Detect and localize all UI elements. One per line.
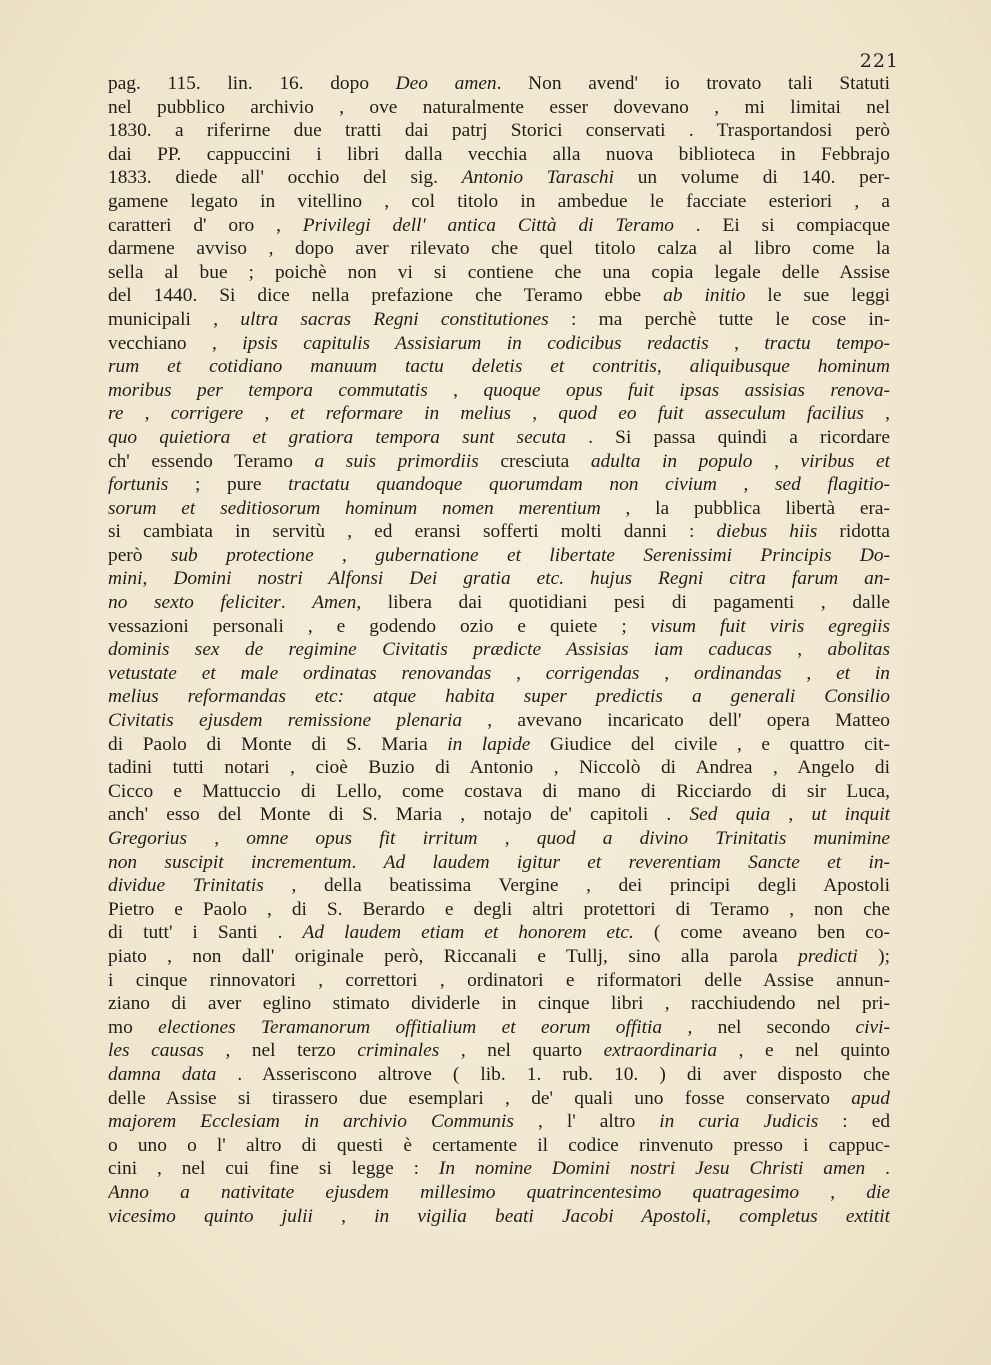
text-line: 1830. a riferirne due tratti dai patrj Storici conservati . Trasportandosi però: [108, 120, 890, 142]
text-line: si cambiata in servitù , ed eransi sofferti molti danni : diebus hiis ridotta: [108, 521, 890, 543]
text-line: melius reformandas etc: atque habita super predictis a generali Consilio: [108, 686, 890, 708]
text-line: quo quietiora et gratiora tempora sunt secuta . Si passa quindi a ricordare: [108, 426, 890, 448]
text-line: o uno o l' altro di questi è certamente il codice rinvenuto presso i cappuc-: [108, 1134, 890, 1156]
text-line: vetustate et male ordinatas renovandas , corrigendas , ordinandas , et in: [108, 662, 890, 684]
text-line: vicesimo quinto julii , in vigilia beati Jacobi Apostoli, completus extitit: [108, 1205, 890, 1227]
text-line: dominis sex de regimine Civitatis prædicte Assisias iam caducas , abolitas: [108, 639, 890, 661]
text-line: Anno a nativitate ejusdem millesimo quatrincentesimo quatragesimo , die: [108, 1181, 890, 1203]
text-line: mo electiones Teramanorum offitialium et eorum offitia , nel secondo civi-: [108, 1016, 890, 1038]
text-line: majorem Ecclesiam in archivio Communis , l' altro in curia Judicis : ed: [108, 1111, 890, 1133]
text-line: Cicco e Mattuccio di Lello, come costava di mano di Ricciardo di sir Luca,: [108, 780, 890, 802]
text-line: sella al bue ; poichè non vi si contiene che una copia legale delle Assise: [108, 261, 890, 283]
text-line: gamene legato in vitellino , col titolo in ambedue le facciate esteriori , a: [108, 190, 890, 212]
text-line: non suscipit incrementum. Ad laudem igitur et reverentiam Sancte et in-: [108, 851, 890, 873]
text-line: municipali , ultra sacras Regni constitutiones : ma perchè tutte le cose in-: [108, 308, 890, 330]
text-line: dividue Trinitatis , della beatissima Vergine , dei principi degli Apostoli: [108, 875, 890, 897]
text-line: però sub protectione , gubernatione et libertate Serenissimi Principis Do-: [108, 544, 890, 566]
text-line: fortunis ; pure tractatu quandoque quorumdam non civium , sed flagitio-: [108, 474, 890, 496]
text-line: caratteri d' oro , Privilegi dell' antica Città di Teramo . Ei si compiacque: [108, 214, 890, 236]
text-line: darmene avviso , dopo aver rilevato che quel titolo calza al libro come la: [108, 238, 890, 260]
text-line: nel pubblico archivio , ove naturalmente esser dovevano , mi limitai nel: [108, 96, 890, 118]
text-line: rum et cotidiano manuum tactu deletis et contritis, aliquibusque hominum: [108, 356, 890, 378]
text-line: anch' esso del Monte di S. Maria , notajo de' capitoli . Sed quia , ut inquit: [108, 804, 890, 826]
text-line: dai PP. cappuccini i libri dalla vecchia alla nuova biblioteca in Febbrajo: [108, 143, 890, 165]
text-line: Pietro e Paolo , di S. Berardo e degli altri protettori di Teramo , non che: [108, 898, 890, 920]
text-line: sorum et seditiosorum hominum nomen merentium , la pubblica libertà era-: [108, 497, 890, 519]
text-line: ch' essendo Teramo a suis primordiis cresciuta adulta in populo , viribus et: [108, 450, 890, 472]
text-line: delle Assise si tirassero due esemplari , de' quali uno fosse conservato apud: [108, 1087, 890, 1109]
text-line: pag. 115. lin. 16. dopo Deo amen. Non avend' io trovato tali Statuti: [108, 73, 890, 94]
text-line: damna data . Asseriscono altrove ( lib. 1. rub. 10. ) di aver disposto che: [108, 1063, 890, 1085]
text-line: Gregorius , omne opus fit irritum , quod a divino Trinitatis munimine: [108, 828, 890, 849]
text-line: del 1440. Si dice nella prefazione che Teramo ebbe ab initio le sue leggi: [108, 285, 890, 307]
text-line: cini , nel cui fine si legge : In nomine Domini nostri Jesu Christi amen .: [108, 1158, 890, 1180]
page-number: 221: [859, 50, 899, 72]
text-line: re , corrigere , et reformare in melius , quod eo fuit asseculum facilius ,: [108, 403, 890, 425]
text-line: les causas , nel terzo criminales , nel quarto extraordinaria , e nel quinto: [108, 1040, 890, 1062]
text-line: vecchiano , ipsis capitulis Assisiarum in codicibus redactis , tractu tempo-: [108, 332, 890, 354]
text-line: di Paolo di Monte di S. Maria in lapide Giudice del civile , e quattro cit-: [108, 733, 890, 755]
text-line: tadini tutti notari , cioè Buzio di Antonio , Niccolò di Andrea , Angelo di: [108, 757, 890, 779]
text-line: Civitatis ejusdem remissione plenaria , avevano incaricato dell' opera Matteo: [108, 710, 890, 732]
text-line: di tutt' i Santi . Ad laudem etiam et honorem etc. ( come aveano ben co-: [108, 922, 890, 944]
text-line: ziano di aver eglino stimato dividerle in cinque libri , racchiudendo nel pri-: [108, 993, 890, 1015]
text-line: vessazioni personali , e godendo ozio e quiete ; visum fuit viris egregiis: [108, 615, 890, 637]
text-line: 1833. diede all' occhio del sig. Antonio Taraschi un volume di 140. per-: [108, 167, 890, 189]
body-text: [108, 72, 890, 1228]
text-line: moribus per tempora commutatis , quoque opus fuit ipsas assisias renova-: [108, 379, 890, 401]
text-line: mini, Domini nostri Alfonsi Dei gratia etc. hujus Regni citra farum an-: [108, 568, 890, 590]
text-line: piato , non dall' originale però, Riccanali e Tullj, sino alla parola predicti );: [108, 945, 890, 967]
text-line: no sexto feliciter. Amen, libera dai quotidiani pesi di pagamenti , dalle: [108, 592, 890, 614]
text-line: i cinque rinnovatori , correttori , ordinatori e riformatori delle Assise annun-: [108, 969, 890, 991]
